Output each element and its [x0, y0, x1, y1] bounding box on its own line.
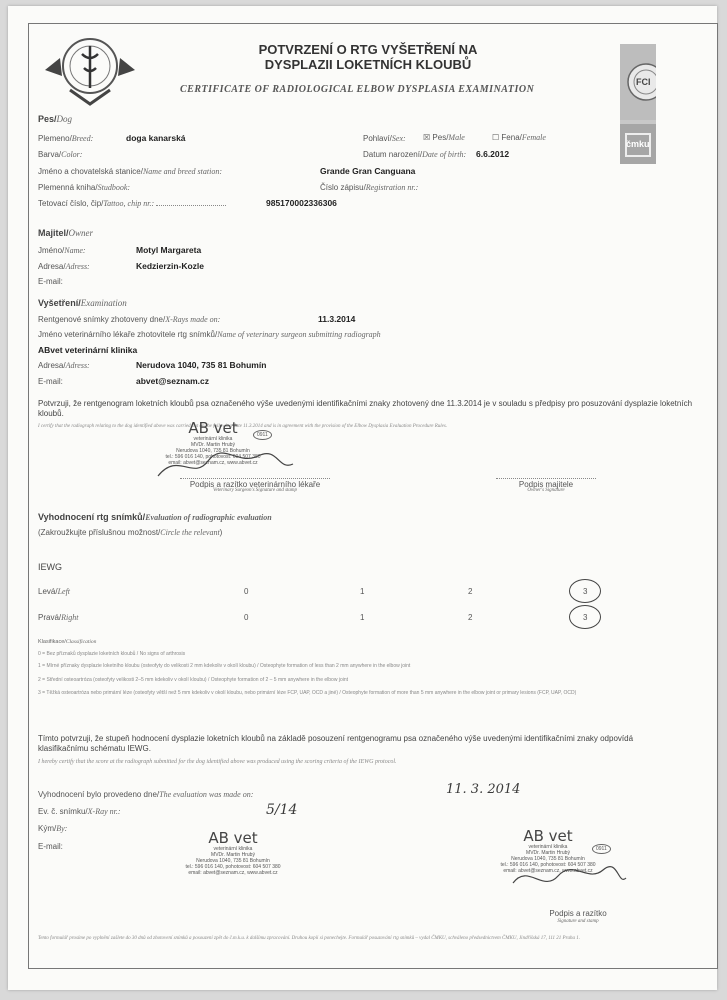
left-elbow-label: Levá/Left: [38, 587, 71, 596]
studbook-label: Plemenná kniha/Studbook:: [38, 183, 131, 192]
clinic-email-value: abvet@seznam.cz: [136, 376, 210, 386]
footer-note: Tento formulář prosíme po vyplnění zašlete do 30 dnů od zhotovení snímků a posouzení zpět do č.m.k.u. k dalšímu zpracování. Druhou kopii si ponechejte. Formulář posuzování rtg snímků – vydal ČMKU, schváleno předsednictvem ČMKU, Jindřišská 17, 111 21 Praha 1.: [38, 936, 581, 941]
left-grade-3: 3: [583, 587, 588, 596]
owner-email-label: E-mail:: [38, 277, 63, 286]
vet-stamp-1: AB vet veterinární klinika MVDr. Martin Hrubý Nerudova 1040, 735 81 Bohumín tel.: 596 016 140, pohotovost: 604 507 380 email: abvet@seznam.cz, www.abvet.cz: [158, 420, 268, 466]
stamp-name: AB vet: [208, 829, 258, 847]
confirmation-text: Tímto potvrzuji, že stupeň hodnocení dysplazie loketních kloubů na základě posouzení rentgenogramu psa označeného výše uvedenými identifikačními znaky odpovídá klasifikačnímu schématu IEWG.: [38, 734, 634, 753]
vet-signature-label-en: Veterinary Surgeon's Signature and stamp: [212, 488, 298, 493]
dob-label: Datum narození/Date of birth:: [363, 150, 467, 159]
stamp-code-1: 0911: [253, 430, 272, 440]
evaluation-heading: Vyhodnocení rtg snímků/Evaluation of radiographic evaluation: [38, 512, 272, 522]
xray-number-label: Ev. č. snímku/X-Ray nr.:: [38, 807, 121, 816]
owner-address-value: Kedzierzin-Kozle: [136, 261, 205, 271]
classification-item: 1 = Mírné příznaky dysplazie loketního kloubu (osteofyty do velikosti 2 mm kdekoliv v okolí kloubu) / Osteophyte formation of less than 2 mm anywhere in the elbow joint: [38, 663, 411, 669]
evaluation-instruction: (Zakroužkujte příslušnou možnost/Circle the relevant): [38, 528, 223, 537]
cmku-text: čmku: [626, 139, 650, 149]
sex-label: Pohlaví/Sex:: [363, 134, 406, 143]
left-grade-1: 1: [360, 587, 365, 596]
exam-section-heading: Vyšetření/Examination: [38, 298, 127, 308]
dog-section-heading: Pes/Dog: [38, 114, 73, 124]
checkbox-checked-icon: ☒: [423, 133, 431, 142]
owner-signature-label-en: Owner's Signature: [527, 488, 565, 493]
right-grade-2: 2: [468, 613, 473, 622]
scheme-label: IEWG: [38, 562, 62, 572]
right-grade-3: 3: [583, 613, 588, 622]
right-grade-1: 1: [360, 613, 365, 622]
chip-label: Tetovací číslo, čip/Tattoo, chip nr.:: [38, 199, 226, 208]
right-grade-0: 0: [244, 613, 249, 622]
owner-section-heading: Majitel/Owner: [38, 228, 94, 238]
vet-stamp-2: AB vet veterinární klinika MVDr. Martin Hrubý Nerudova 1040, 735 81 Bohumín tel.: 596 016 140, pohotovost: 604 507 380 email: abvet@seznam.cz, www.abvet.cz: [178, 830, 288, 876]
title-line-2: DYSPLAZII LOKETNÍCH KLOUBŮ: [264, 57, 472, 72]
declaration-text-en: I certify that the radiograph relating to the dog identified above was carried out on the following date 11.3.2014 and is in agreement with the provision of the Elbow Dysplasia Evaluation Procedure Rules.: [38, 424, 448, 429]
clinic-address-value: Nerudova 1040, 735 81 Bohumín: [136, 360, 267, 370]
chip-value: 985170002336306: [266, 198, 337, 208]
document-subtitle: CERTIFICATE OF RADIOLOGICAL ELBOW DYSPLASIA EXAMINATION: [180, 84, 535, 95]
fci-text: FCI: [636, 77, 651, 87]
dog-name-label: Jméno a chovatelská stanice/Name and breed station:: [38, 167, 222, 176]
stamp-name: AB vet: [523, 827, 573, 845]
left-grade-0: 0: [244, 587, 249, 596]
vet-association-logo: [40, 28, 140, 110]
evaluation-date-value: 11. 3. 2014: [446, 782, 521, 797]
dog-name-value: Grande Gran Canguana: [320, 166, 416, 176]
vet-stamp-3: AB vet veterinární klinika MVDr. Martin Hrubý Nerudova 1040, 735 81 Bohumín tel.: 596 016 140, pohotovost: 604 507 380 email: abvet@seznam.cz, www.abvet.cz: [493, 828, 603, 874]
evaluator-signature: [508, 858, 628, 898]
certificate-sheet: [8, 6, 717, 990]
xray-date-value: 11.3.2014: [318, 314, 356, 324]
owner-name-value: Motyl Margareta: [136, 245, 202, 255]
clinic-address-label: Adresa/Adress:: [38, 361, 90, 370]
clinic-name: ABvet veterinární klinika: [38, 345, 138, 355]
left-grade-selected-circle: [569, 579, 601, 603]
fci-logo: [620, 44, 656, 164]
vet-name-label: Jméno veterinárního lékaře zhotovitele rtg snímků/Name of veterinary surgeon submitting radiograph: [38, 330, 381, 339]
dob-value: 6.6.2012: [476, 149, 510, 159]
sex-female-option: ☐ Fena/Female: [492, 133, 546, 142]
registration-label: Číslo zápisu/Registration nr.:: [320, 183, 419, 192]
sex-male-option: ☒ Pes/Male: [423, 133, 465, 142]
classification-item: 2 = Střední osteoartróza (osteofyty velikosti 2–5 mm kdekoliv v okolí kloubu) / Osteophyte formation of 2 – 5 mm anywhere in the elbow joint: [38, 677, 349, 683]
checkbox-empty-icon: ☐: [492, 133, 500, 142]
right-elbow-label: Pravá/Right: [38, 613, 79, 622]
document-title: [218, 42, 518, 72]
xray-number-value: 5/14: [266, 802, 298, 818]
evaluator-signature-label: Podpis a razítko: [549, 909, 607, 918]
evaluator-email-label: E-mail:: [38, 842, 63, 851]
owner-name-label: Jméno/Name:: [38, 246, 86, 255]
breed-value: doga kanarská: [126, 133, 186, 143]
breed-label: Plemeno/Breed:: [38, 134, 94, 143]
color-label: Barva/Color:: [38, 150, 83, 159]
classification-heading: Klasifikace/Classification: [38, 639, 97, 645]
owner-address-label: Adresa/Adress:: [38, 262, 90, 271]
clinic-email-label: E-mail:: [38, 377, 63, 386]
declaration-text: Potvrzuji, že rentgenogram loketních kloubů psa označeného výše uvedenými identifikačními znaky zhotovený dne 11.3.2014 je v souladu s předpisy pro posuzování dysplazie loketních kloubů.: [38, 399, 693, 418]
title-line-1: POTVRZENÍ O RTG VYŠETŘENÍ NA: [258, 42, 478, 57]
confirmation-text-en: I hereby certify that the score at the radiograph submitted for the dog identified above was produced using the scoring criteria of the IEWG protocol.: [38, 759, 397, 765]
left-grade-2: 2: [468, 587, 473, 596]
evaluated-by-label: Kým/By:: [38, 824, 68, 833]
right-grade-selected-circle: [569, 605, 601, 629]
evaluation-date-label: Vyhodnocení bylo provedeno dne/The evaluation was made on:: [38, 790, 254, 799]
certificate-frame: [28, 23, 718, 969]
xray-date-label: Rentgenové snímky zhotoveny dne/X-Rays made on:: [38, 315, 221, 324]
owner-signature-label: Podpis majitele: [496, 478, 596, 489]
evaluator-signature-label-en: Signature and stamp: [557, 919, 599, 924]
vet-signature-label: Podpis a razítko veterinárního lékaře: [180, 478, 330, 489]
stamp-code-3: 0911: [592, 844, 611, 854]
classification-item: 3 = Těžká osteoartróza nebo primární léze (osteofyty větší než 5 mm kdekoliv v okolí kloubu, nebo primární léze FCP, UAP, OCD a jiné) / Osteophyte formation of more than 5 mm anywhere in the elbow joint or primary lesions (FCP, UAP, OCD): [38, 690, 577, 696]
stamp-name: AB vet: [188, 419, 238, 437]
classification-item: 0 = Bez příznaků dysplazie loketních kloubů / No signs of arthrosis: [38, 651, 186, 657]
